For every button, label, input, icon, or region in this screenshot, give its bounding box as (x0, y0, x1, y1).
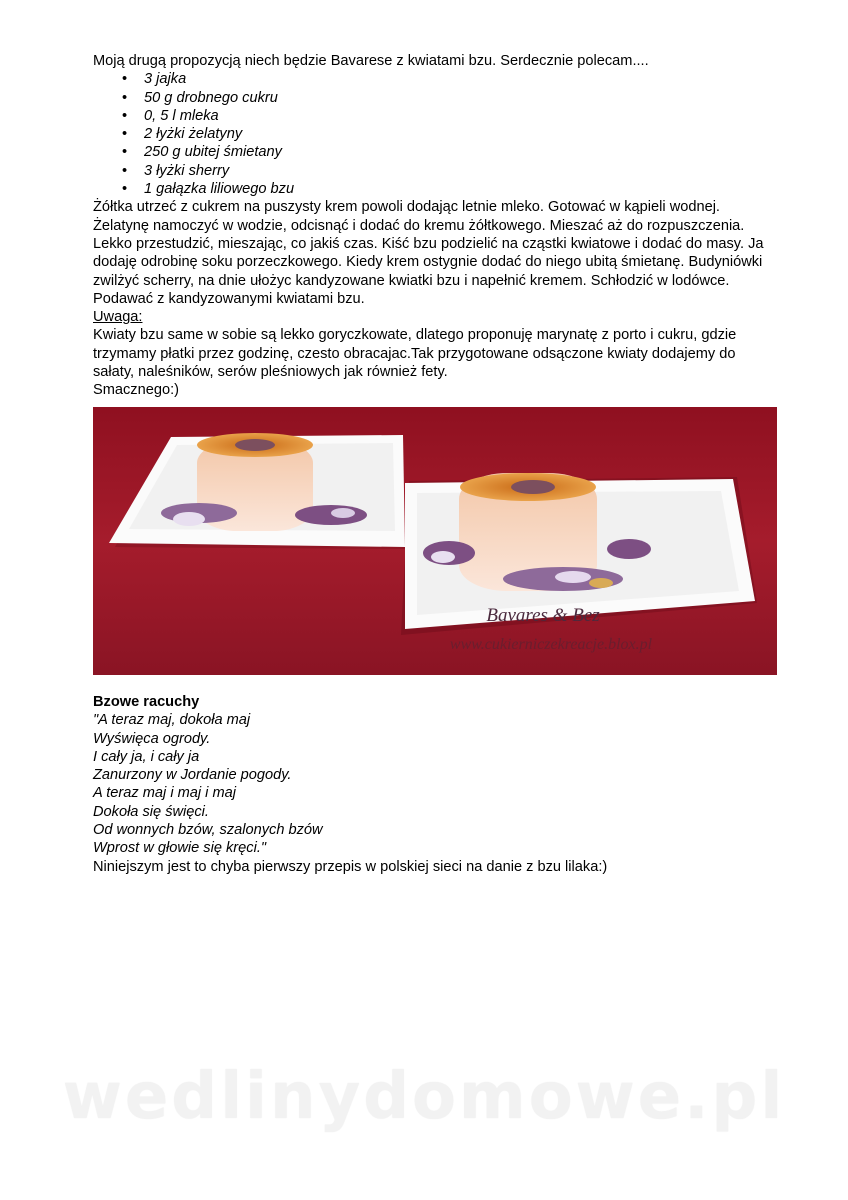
note-line: Kwiaty bzu same w sobie są lekko goryczkowate, dlatego proponuję marynatę z porto i cukru, gdzie (93, 327, 737, 344)
poem-line: Dokoła się święci. (93, 803, 209, 820)
method-line: Żelatynę namoczyć w wodzie, odcisnąć i dodać do kremu żółtkowego. Mieszać aż do rozpuszczenia. (93, 217, 745, 234)
ingredients-list (93, 70, 793, 198)
note-line: sałaty, naleśników, serów pleśniowych jak również fety. (93, 364, 448, 381)
poem-line: I cały ja, i cały ja (93, 748, 200, 765)
method-line: Lekko przestudzić, mieszając, co jakiś czas. Kiść bzu podzielić na cząstki kwiatowe i dodać do masy. Ja (93, 235, 764, 252)
list-item: • 3 łyżki sherry (93, 162, 793, 180)
list-item: • 2 łyżki żelatyny (93, 125, 793, 143)
section-text: Niniejszym jest to chyba pierwszy przepis w polskiej sieci na danie z bzu lilaka:) (93, 858, 608, 875)
intro-text: Moją drugą propozycją niech będzie Bavarese z kwiatami bzu. Serdecznie polecam.... (93, 53, 649, 69)
section-title: Bzowe racuchy (93, 694, 200, 710)
list-item: • 250 g ubitej śmietany (93, 143, 793, 161)
list-item: • 3 jajka (93, 70, 793, 88)
note-label: Uwaga: (93, 309, 143, 326)
photo-url: www.cukierniczekreacje.blox.pl (449, 636, 653, 653)
method-line: zwilżyć scherry, na dnie ułożyc kandyzowane kwiatki bzu i napełnić kremem. Schłodzić w lodówce. (93, 272, 730, 289)
list-item: • 50 g drobnego cukru (93, 89, 793, 107)
note-line: trzymamy płatki przez godzinę, czesto obracajac.Tak przygotowane odsączone kwiaty dodajemy do (93, 345, 736, 362)
dessert-photo (93, 407, 777, 675)
method-line: dodaję odrobinę soku porzeczkowego. Kiedy krem ostygnie dodać do niego ubitą śmietanę. Budyniówki (93, 254, 763, 271)
poem-line: A teraz maj i maj i maj (93, 785, 236, 802)
poem-line: Wyświęca ogrody. (93, 730, 211, 747)
recipe-section-bavarese (93, 52, 793, 400)
poem-line: "A teraz maj, dokoła maj (93, 712, 251, 729)
closing-text: Smacznego:) (93, 382, 179, 399)
poem-line: Wprost w głowie się kręci." (93, 840, 267, 857)
dessert-photo-illustration (93, 407, 777, 675)
method-line: Podawać z kandyzowanymi kwiatami bzu. (93, 290, 365, 307)
photo-caption: Bavares & Bez (486, 605, 600, 626)
method-line: Żółtka utrzeć z cukrem na puszysty krem powoli dodając letnie mleko. Gotować w kąpieli wodnej. (93, 199, 720, 216)
poem-line: Zanurzony w Jordanie pogody. (93, 767, 292, 784)
recipe-section-racuchy (93, 693, 793, 876)
list-item: • 1 gałązka liliowego bzu (93, 180, 793, 198)
poem-line: Od wonnych bzów, szalonych bzów (93, 822, 323, 839)
watermark: wedlinydomowe.pl (62, 1060, 786, 1134)
list-item: • 0, 5 l mleka (93, 107, 793, 125)
